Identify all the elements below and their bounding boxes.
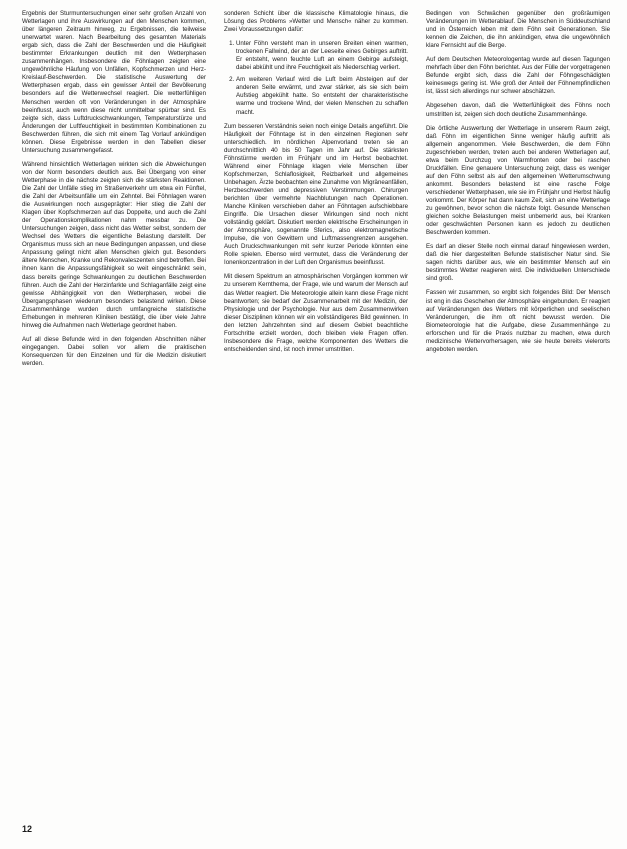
numbered-list (224, 40, 408, 116)
column-left (22, 10, 206, 815)
paragraph: Auf dem Deutschen Meteorologentag wurde auf diesen Tagungen mehrfach über den Föhn berichtet. Aus der Fülle der vorgetragenen Befunde ergibt sich, dass die Zahl der Föhngeschädigten keineswegs gering ist. Wie groß der Anteil der Föhnempfindlichen ist, lässt sich allerdings nur schwer abschätzen. (426, 56, 610, 96)
list-item: 1. Unter Föhn versteht man in unseren Breiten einen warmen, trockenen Fallwind, der an der Leeseite eines Gebirges auftritt. Er entsteht, wenn feuchte Luft an einem Gebirge aufsteigt, dabei abkühlt und ihre Feuchtigkeit als Niederschlag verliert. (236, 40, 408, 72)
paragraph: Fassen wir zusammen, so ergibt sich folgendes Bild: Der Mensch ist eng in das Geschehen der Atmosphäre eingebunden. Er reagiert auf Veränderungen des Wetters mit körperlichen und seelischen Veränderungen, die ihm oft nicht bewusst werden. Die Biometeorologie hat die Aufgabe, diese Zusammenhänge zu erforschen und für die Praxis nutzbar zu machen, etwa durch medizinische Wettervorhersagen, wie sie heute bereits vielerorts angeboten werden. (426, 289, 610, 353)
paragraph: Abgesehen davon, daß die Wetterfühligkeit des Föhns noch umstritten ist, zeigen sich doch deutliche Zusammenhänge. (426, 102, 610, 118)
paragraph: Bedingen von Schwächen gegenüber den großräumigen Veränderungen im Wetterablauf. Die Menschen in Süddeutschland und in Österreich leben mit dem Föhn seit Generationen. Sie kennen die Zeichen, die ihn ankündigen, etwa die ungewöhnlich klare Fernsicht auf die Berge. (426, 10, 610, 50)
page-number: 12 (22, 824, 33, 834)
text-columns (22, 10, 612, 815)
paragraph: sonderen Schicht über die klassische Klimatologie hinaus, die Lösung des Problems »Wetter und Mensch« näher zu kommen. Zwei Voraussetzungen dafür: (224, 10, 408, 34)
paragraph: Ergebnis der Sturmuntersuchungen einer sehr großen Anzahl von Wetterlagen und ihre Auswirkungen auf den Menschen kommen, über längeren Zeitraum hinweg, zu Ergebnissen, die teilweise unerwartet waren. Nach Bearbeitung des gesamten Materials ergab sich, dass die Zahl der Beschwerden und die Häufigkeit bestimmter Erkrankungen deutlich mit den Wetterphasen zusammenhängen. Insbesondere die Föhnlagen zeigten eine ungewöhnliche Häufung von Unfällen, Kopfschmerzen und Herz-Kreislauf-Beschwerden. Die statistische Auswertung der Wetterphasen ergab, dass ein gewisser Anteil der Bevölkerung besonders auf die Wetterwechsel reagiert. Die wetterfühligen Menschen werden oft von Veränderungen in der Atmosphäre beeinflusst, auch wenn diese nicht unmittelbar spürbar sind. Es zeigte sich, dass Luftdruckschwankungen, Temperaturstürze und Änderungen der Luftfeuchtigkeit in bestimmten Kombinationen zu Beschwerden führen, die sich mit einem Tag Vorlauf ankündigen können. Diese Ergebnisse werden in den Tabellen dieser Untersuchung zusammengefasst. (22, 10, 206, 154)
paragraph: Mit diesem Spektrum an atmosphärischen Vorgängen kommen wir zu unserem Kernthema, der Frage, wie und warum der Mensch auf das Wetter reagiert. Die Meteorologie allein kann diese Frage nicht beantworten; sie bedarf der Zusammenarbeit mit der Medizin, der Physiologie und der Psychologie. Nur aus dem Zusammenwirken dieser Disziplinen können wir ein vollständigeres Bild gewinnen. In den letzten Jahrzehnten sind auf diesem Gebiet beachtliche Fortschritte erzielt worden, doch bleiben viele Fragen offen. Insbesondere die Frage, welche Komponenten des Wetters die entscheidenden sind, ist noch immer umstritten. (224, 273, 408, 353)
column-right (426, 10, 610, 815)
paragraph: Während hinsichtlich Wetterlagen wirkten sich die Abweichungen von der Norm besonders deutlich aus. Bei Übergang von einer Wetterphase in die nächste zeigten sich die stärksten Reaktionen. Die Zahl der Unfälle stieg im Straßenverkehr um etwa ein Fünftel, die Zahl der Arbeitsunfälle um ein Zehntel. Bei Föhnlagen waren die Auswirkungen noch ausgeprägter: Hier stieg die Zahl der Klagen über Kopfschmerzen auf das Doppelte, und auch die Zahl der Operationskomplikationen nahm messbar zu. Die Untersuchungen zeigen, dass nicht das Wetter selbst, sondern der Wechsel des Wetters die eigentliche Belastung darstellt. Der Organismus muss sich an neue Bedingungen anpassen, und diese Anpassung gelingt nicht allen Menschen gleich gut. Besonders ältere Menschen, Kranke und Rekonvaleszenten sind betroffen. Bei ihnen kann die Anpassungsfähigkeit so weit eingeschränkt sein, dass bereits geringe Schwankungen zu deutlichen Beschwerden führen. Auch die Zahl der Herzinfarkte und Schlaganfälle zeigt eine gewisse Abhängigkeit von den Wetterphasen, wobei die Übergangsphasen wiederum besonders belastend wirken. Diese Zusammenhänge wurden durch umfangreiche statistische Erhebungen in mehreren Kliniken bestätigt, die über viele Jahre hinweg die Aufnahmen nach Wetterlage geordnet haben. (22, 160, 206, 329)
paragraph: Die örtliche Auswertung der Wetterlage in unserem Raum zeigt, daß Föhn im eigentlichen Sinne weniger häufig auftritt als allgemein angenommen. Viele Beschwerden, die dem Föhn zugeschrieben werden, treten auch bei anderen Wetterlagen auf, etwa beim Durchzug von Warmfronten oder bei raschen Druckfällen. Eine genauere Untersuchung zeigt, dass es weniger auf den Föhn selbst als auf den allgemeinen Wetterumschwung ankommt. Besonders belastend ist eine rasche Folge verschiedener Wetterphasen, wie sie im Frühjahr und Herbst häufig vorkommt. Der Körper hat dann kaum Zeit, sich an eine Wetterlage zu gewöhnen, bevor schon die nächste folgt. Gesunde Menschen gleichen solche Belastungen meist unbemerkt aus, bei Kranken oder geschwächten Personen kann es jedoch zu deutlichen Beschwerden kommen. (426, 124, 610, 237)
paragraph: Auf all diese Befunde wird in den folgenden Abschnitten näher eingegangen. Dabei sollen vor allem die praktischen Konsequenzen für den Einzelnen und für die Medizin diskutiert werden. (22, 335, 206, 367)
paragraph: Es darf an dieser Stelle noch einmal darauf hingewiesen werden, daß die hier dargestellten Befunde statistischer Natur sind. Sie sagen nichts darüber aus, wie ein bestimmter Mensch auf ein bestimmtes Wetter reagieren wird. Die individuellen Unterschiede sind groß. (426, 243, 610, 283)
paragraph: Zum besseren Verständnis seien noch einige Details angeführt. Die Häufigkeit der Föhntage ist in den einzelnen Regionen sehr unterschiedlich. Im nördlichen Alpenvorland treten sie an durchschnittlich 40 bis 50 Tagen im Jahr auf. Die stärksten Föhnstürme werden im Frühjahr und im Herbst beobachtet. Während einer Föhnlage klagen viele Menschen über Kopfschmerzen, Schlaflosigkeit, Reizbarkeit und allgemeines Unbehagen. Ärzte beobachten eine Zunahme von Migräneanfällen, Herzbeschwerden und depressiven Verstimmungen. Chirurgen berichten über vermehrte Nachblutungen nach Operationen. Manche Kliniken verschieben daher an Föhntagen aufschiebbare Eingriffe. Die Ursachen dieser Wirkungen sind noch nicht vollständig geklärt. Diskutiert werden elektrische Erscheinungen in der Atmosphäre, sogenannte Sferics, also elektromagnetische Impulse, die von Gewittern und Luftmassengrenzen ausgehen. Auch Druckschwankungen mit sehr kurzer Periode könnten eine Rolle spielen. Ebenso wird vermutet, dass die Veränderung der Ionenkonzentration in der Luft den Organismus beeinflusst. (224, 122, 408, 267)
column-middle (224, 10, 408, 815)
list-item: 2. Am weiteren Verlauf wird die Luft beim Absteigen auf der anderen Seite erwärmt, und zwar stärker, als sie sich beim Aufstieg abgekühlt hatte. So entsteht der charakteristische warme und trockene Wind, der vielen Menschen zu schaffen macht. (236, 76, 408, 116)
